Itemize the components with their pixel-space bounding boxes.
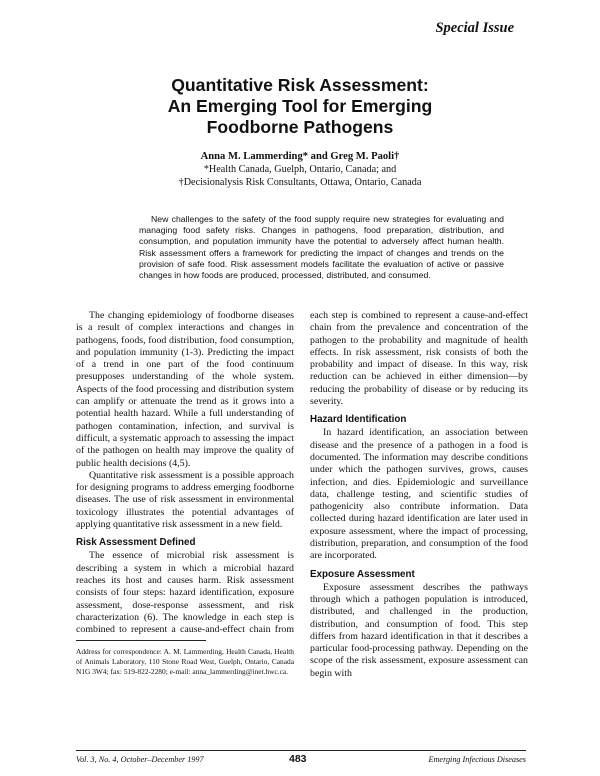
footer-volume: Vol. 3, No. 4, October–December 1997 xyxy=(76,755,204,764)
paragraph: The essence of microbial risk assessment is describing a system in which a microbial hazard reaches its host and causes harm. Risk assessment consists of four steps: hazard identification, exposure assessment, dose-response assessment, and risk characterization (6). The knowledge in each step is combined to represent a cause-and-effect chain from xyxy=(76,550,294,636)
paragraph: Quantitative risk assessment is a possible approach for designing programs to address emerging foodborne diseases. The use of risk assessment in environmental toxicology illustrates the potential advantages of applying quantitative risk assessment in a new field. xyxy=(76,469,294,531)
paragraph: The changing epidemiology of foodborne diseases is a result of complex interactions and changes in pathogens, foods, food distribution, food consumption, and population immunity (1-3). Predicting the impact of a trend in one part of the food continuum presupposes understanding of the whole system. Aspects of the food processing and distribution system can amplify or attenuate the trend as it grows into a potential health hazard. While a full understanding of pathogen contamination, infection, and survival is difficult, a systematic approach to assessing the impact of the pathogen on health may improve the quality of public health decisions (4,5). xyxy=(76,310,294,469)
authors: Anna M. Lammerding* and Greg M. Paoli† xyxy=(200,151,400,162)
page-number: 483 xyxy=(289,753,307,765)
affiliation: *Health Canada, Guelph, Ontario, Canada; and xyxy=(203,164,397,175)
paragraph: In hazard identification, an association between disease and the presence of a pathogen in a food is documented. The information may describe conditions under which the pathogen survives, grows, causes infection, and dies. Epidemiologic and surveillance data, challenge testing, and scientific studies of pathogenicity also contribute information. Data collected during hazard identification are later used in exposure assessment, where the impact of processing, distribution, preparation, and consumption of the food are incorporated. xyxy=(310,427,528,562)
section-heading: Exposure Assessment xyxy=(310,568,415,580)
abstract: New challenges to the safety of the food supply require new strategies for evaluating and managing food safety risks. Changes in pathogens, food preparation, distribution, and consumption, and population immunity have the potential to adversely affect human health. Risk assessment offers a framework for predicting the impact of changes and trends on the provision of safe food. Risk assessment models facilitate the evaluation of active or passive changes in how foods are produced, processed, distributed, and consumed. xyxy=(139,214,504,281)
footer-divider xyxy=(76,750,526,751)
article-title xyxy=(0,75,600,138)
section-heading: Hazard Identification xyxy=(310,414,407,426)
correspondence-note: Address for correspondence: A. M. Lammerding, Health Canada, Health of Animals Laboratory, 110 Stone Road West, Guelph, Ontario, Canada N1G 3W4; fax: 519-822-2280; e-mail: anna_lammerding@inet.hwc.ca. xyxy=(76,647,294,677)
footnote-divider xyxy=(76,640,206,641)
body-column-left xyxy=(76,310,294,636)
paragraph: Exposure assessment describes the pathways through which a pathogen population is introduced, distributed, and challenged in the production, distribution, and consumption of food. This step differs from hazard identification in that it describes a particular food-processing pathway. Depending on the scope of the risk assessment, exposure assessment can begin with xyxy=(310,581,528,679)
title-line: Quantitative Risk Assessment: xyxy=(171,75,429,95)
issue-label: Special Issue xyxy=(435,20,514,36)
title-line: An Emerging Tool for Emerging xyxy=(167,96,433,116)
affiliation: †Decisionalysis Risk Consultants, Ottawa, Ontario, Canada xyxy=(178,177,422,188)
paragraph-continued: each step is combined to represent a cause-and-effect chain from the prevalence and concentration of the pathogen to the probability and magnitude of health effects. In risk assessment, risk consists of both the probability and impact of disease. In this way, risk reduction can be achieved in either dimension—by reducing the probability of disease or by reducing its severity. xyxy=(310,310,528,408)
section-heading: Risk Assessment Defined xyxy=(76,537,196,549)
title-line: Foodborne Pathogens xyxy=(206,117,394,137)
footer-journal: Emerging Infectious Diseases xyxy=(428,755,526,764)
body-column-right xyxy=(310,310,528,680)
